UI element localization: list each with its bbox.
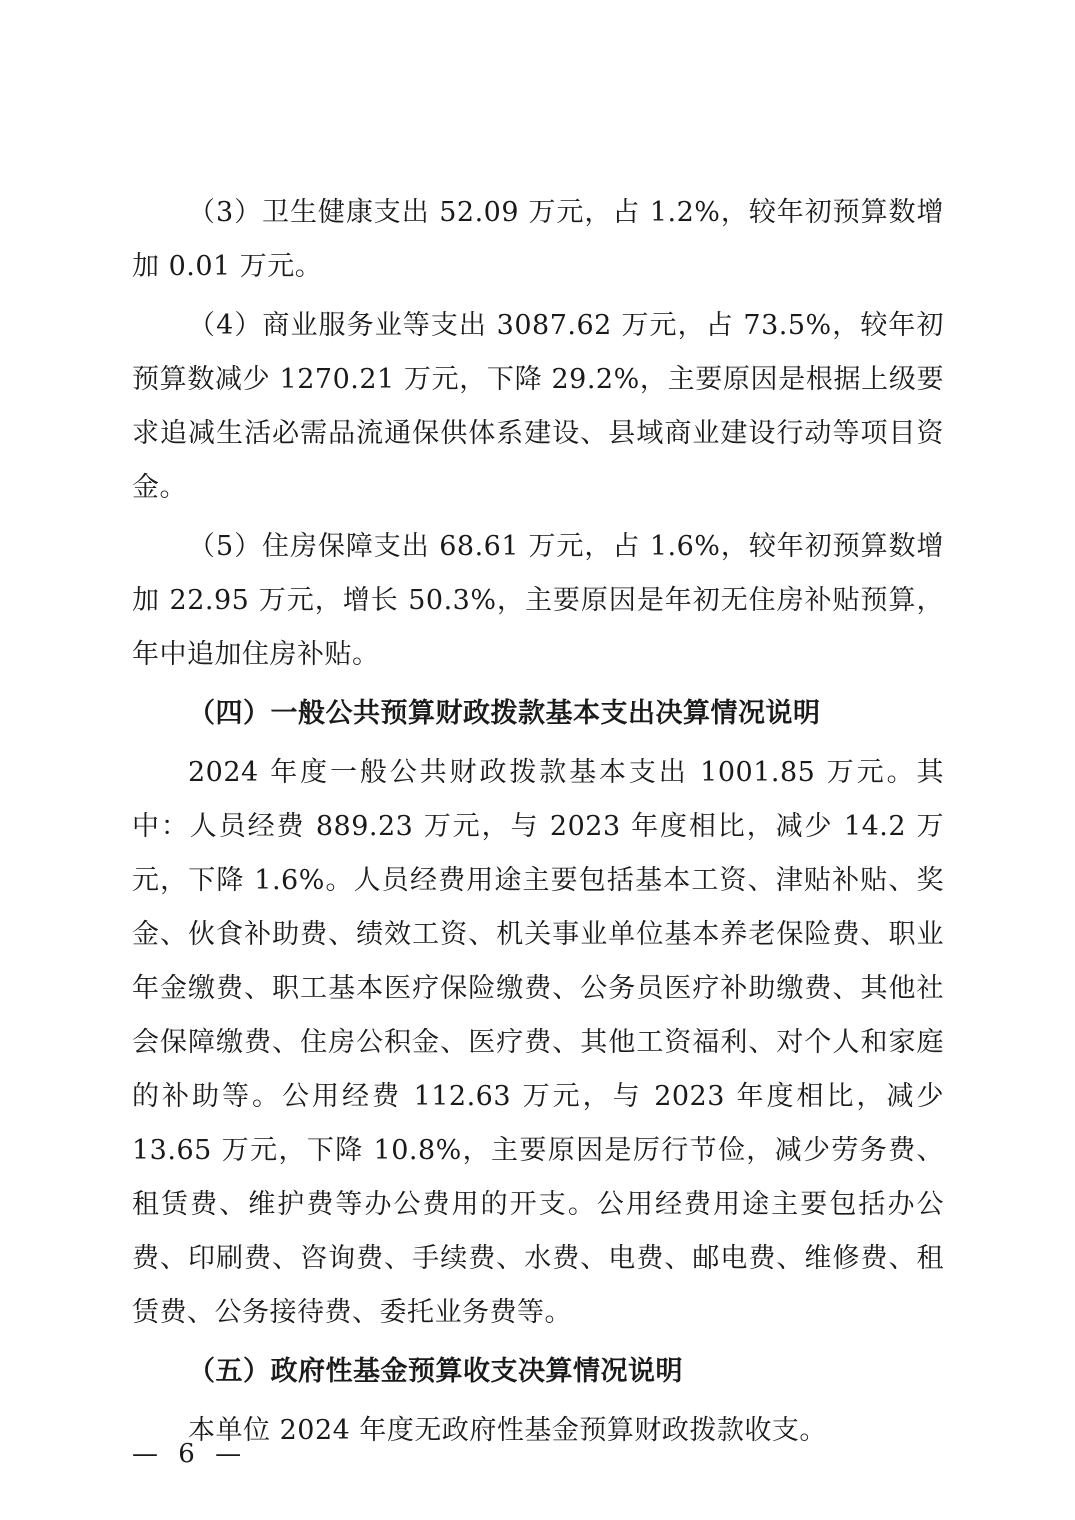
section-heading-government-fund: （五）政府性基金预算收支决算情况说明 [188,1356,683,1387]
document-body [132,186,944,1463]
paragraph-health-expenditure: （3）卫生健康支出 52.09 万元，占 1.2%，较年初预算数增加 0.01 万元。 [132,197,944,282]
section-heading-basic-expenditure: （四）一般公共预算财政拨款基本支出决算情况说明 [188,698,821,729]
paragraph-housing-expenditure: （5）住房保障支出 68.61 万元，占 1.6%，较年初预算数增加 22.95 万元，增长 50.3%，主要原因是年初无住房补贴预算，年中追加住房补贴。 [132,531,944,670]
paragraph-commerce-expenditure: （4）商业服务业等支出 3087.62 万元，占 73.5%，较年初预算数减少 1270.21 万元，下降 29.2%，主要原因是根据上级要求追减生活必需品流通保供体系建设、县域商业建设行动等项目资金。 [132,310,944,503]
paragraph-government-fund: 本单位 2024 年度无政府性基金预算财政拨款收支。 [188,1415,827,1446]
paragraph-basic-expenditure: 2024 年度一般公共财政拨款基本支出 1001.85 万元。其中：人员经费 889.23 万元，与 2023 年度相比，减少 14.2 万元，下降 1.6%。人员经费用途主要包括基本工资、津贴补贴、奖金、伙食补助费、绩效工资、机关事业单位基本养老保险费、职业年金缴费、职工基本医疗保险缴费、公务员医疗补助缴费、其他社会保障缴费、住房公积金、医疗费、其他工资福利、对个人和家庭的补助等。公用经费 112.63 万元，与 2023 年度相比，减少 13.65 万元，下降 10.8%，主要原因是厉行节俭，减少劳务费、租赁费、维护费等办公费用的开支。公用经费用途主要包括办公费、印刷费、咨询费、手续费、水费、电费、邮电费、维修费、租赁费、公务接待费、委托业务费等。 [132,757,944,1328]
page-number: — 6 — [132,1439,248,1469]
